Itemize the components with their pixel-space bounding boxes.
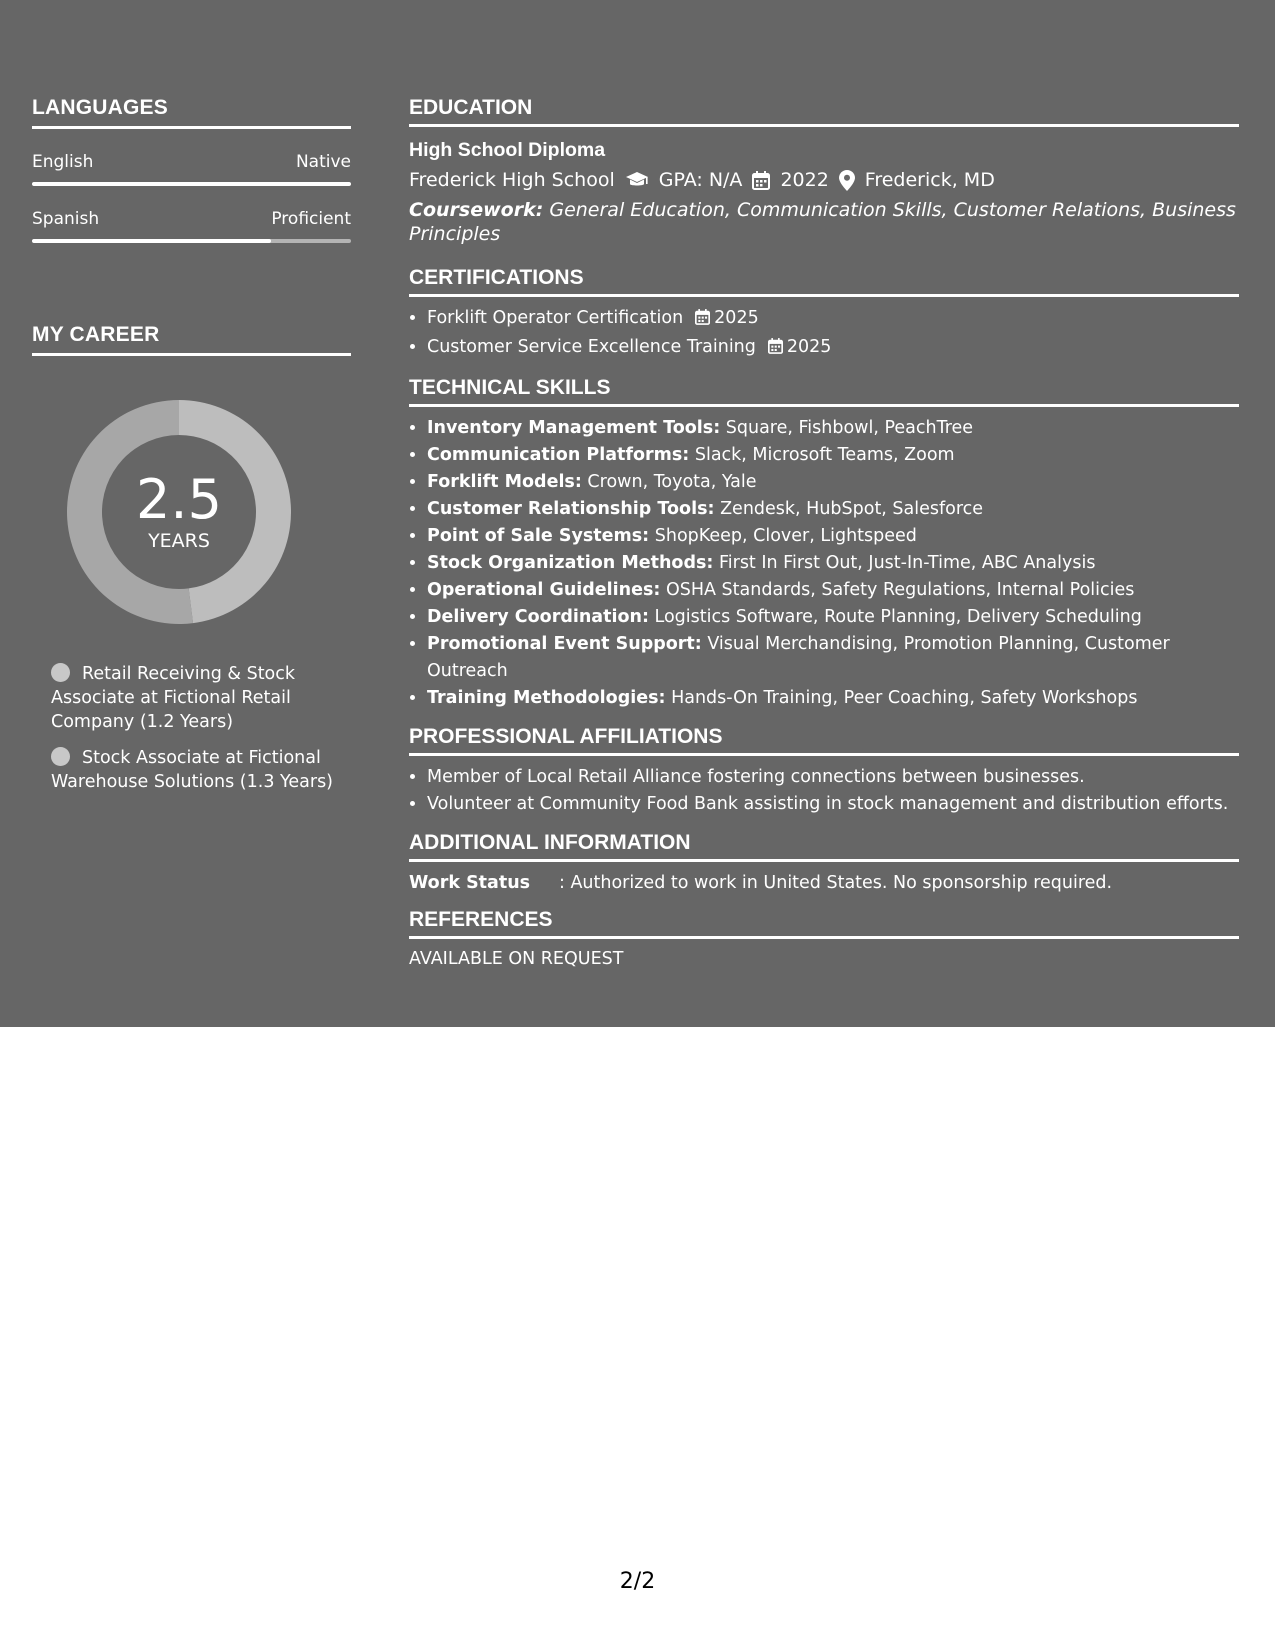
skill-item: • Operational Guidelines: OSHA Standards, Safety Regulations, Internal Policies <box>427 577 1239 604</box>
skill-item: • Customer Relationship Tools: Zendesk, HubSpot, Salesforce <box>427 496 1239 523</box>
certification-item: • Forklift Operator Certification 2025 <box>427 305 1239 334</box>
education-location: Frederick, MD <box>864 169 995 191</box>
right-column <box>409 96 1239 969</box>
language-name: Spanish <box>32 209 100 229</box>
technical-skills-title: TECHNICAL SKILLS <box>409 376 1239 407</box>
legend-dot-icon <box>51 747 70 766</box>
skill-item: • Point of Sale Systems: ShopKeep, Clover, Lightspeed <box>427 523 1239 550</box>
skill-item: • Communication Platforms: Slack, Microsoft Teams, Zoom <box>427 442 1239 469</box>
graduation-cap-icon <box>625 171 649 189</box>
references-title: REFERENCES <box>409 908 1239 939</box>
skill-item: • Training Methodologies: Hands-On Training, Peer Coaching, Safety Workshops <box>427 685 1239 712</box>
references-text: AVAILABLE ON REQUEST <box>409 949 624 969</box>
education-school: Frederick High School <box>409 169 615 191</box>
affiliations-list <box>409 764 1239 818</box>
left-column <box>32 96 351 806</box>
skill-item: • Forklift Models: Crown, Toyota, Yale <box>427 469 1239 496</box>
location-pin-icon <box>839 170 855 191</box>
language-level: Proficient <box>271 209 351 229</box>
work-status-value: : Authorized to work in United States. No sponsorship required. <box>559 873 1113 893</box>
language-proficiency-bar <box>32 239 351 243</box>
work-status-row <box>409 871 1239 895</box>
education-meta <box>409 167 1239 193</box>
language-spanish <box>32 209 351 243</box>
certification-item: • Customer Service Excellence Training 2025 <box>427 334 1239 363</box>
career-years-unit: YEARS <box>148 530 210 552</box>
skill-item: • Inventory Management Tools: Square, Fishbowl, PeachTree <box>427 415 1239 442</box>
additional-info-title: ADDITIONAL INFORMATION <box>409 831 1239 862</box>
affiliation-item: • Member of Local Retail Alliance fostering connections between businesses. <box>427 764 1239 791</box>
language-proficiency-fill <box>32 239 271 243</box>
language-proficiency-fill <box>32 182 351 186</box>
education-coursework: Coursework: General Education, Communication Skills, Customer Relations, Business Principles <box>409 199 1236 245</box>
career-donut-chart <box>67 400 291 624</box>
education-degree: High School Diploma <box>409 139 606 161</box>
legend-dot-icon <box>51 663 70 682</box>
affiliation-item: • Volunteer at Community Food Bank assisting in stock management and distribution efforts. <box>427 791 1239 818</box>
skill-item: • Stock Organization Methods: First In First Out, Just-In-Time, ABC Analysis <box>427 550 1239 577</box>
language-proficiency-bar <box>32 182 351 186</box>
page-number: 2/2 <box>619 1569 656 1594</box>
career-title: MY CAREER <box>32 323 351 356</box>
calendar-icon <box>768 336 783 363</box>
technical-skills-list <box>409 415 1239 712</box>
certifications-list <box>409 305 1239 363</box>
calendar-icon <box>695 307 710 334</box>
career-legend-item: Stock Associate at Fictional Warehouse Solutions (1.3 Years) <box>51 748 334 792</box>
language-name: English <box>32 152 94 172</box>
skill-item: • Delivery Coordination: Logistics Software, Route Planning, Delivery Scheduling <box>427 604 1239 631</box>
education-gpa: GPA: N/A <box>658 169 743 191</box>
career-legend-item: Retail Receiving & Stock Associate at Fictional Retail Company (1.2 Years) <box>51 664 296 732</box>
language-level: Native <box>295 152 351 172</box>
work-status-label: Work Status <box>409 873 531 893</box>
calendar-icon <box>752 171 770 190</box>
education-title: EDUCATION <box>409 96 1239 127</box>
affiliations-title: PROFESSIONAL AFFILIATIONS <box>409 725 1239 756</box>
language-english <box>32 152 351 186</box>
education-year: 2022 <box>780 169 829 191</box>
career-legend <box>51 662 341 794</box>
skill-item: • Promotional Event Support: Visual Merchandising, Promotion Planning, Customer Outreach <box>427 631 1239 685</box>
languages-title: LANGUAGES <box>32 96 351 129</box>
career-total-years: 2.5 <box>136 468 222 531</box>
certifications-title: CERTIFICATIONS <box>409 266 1239 297</box>
